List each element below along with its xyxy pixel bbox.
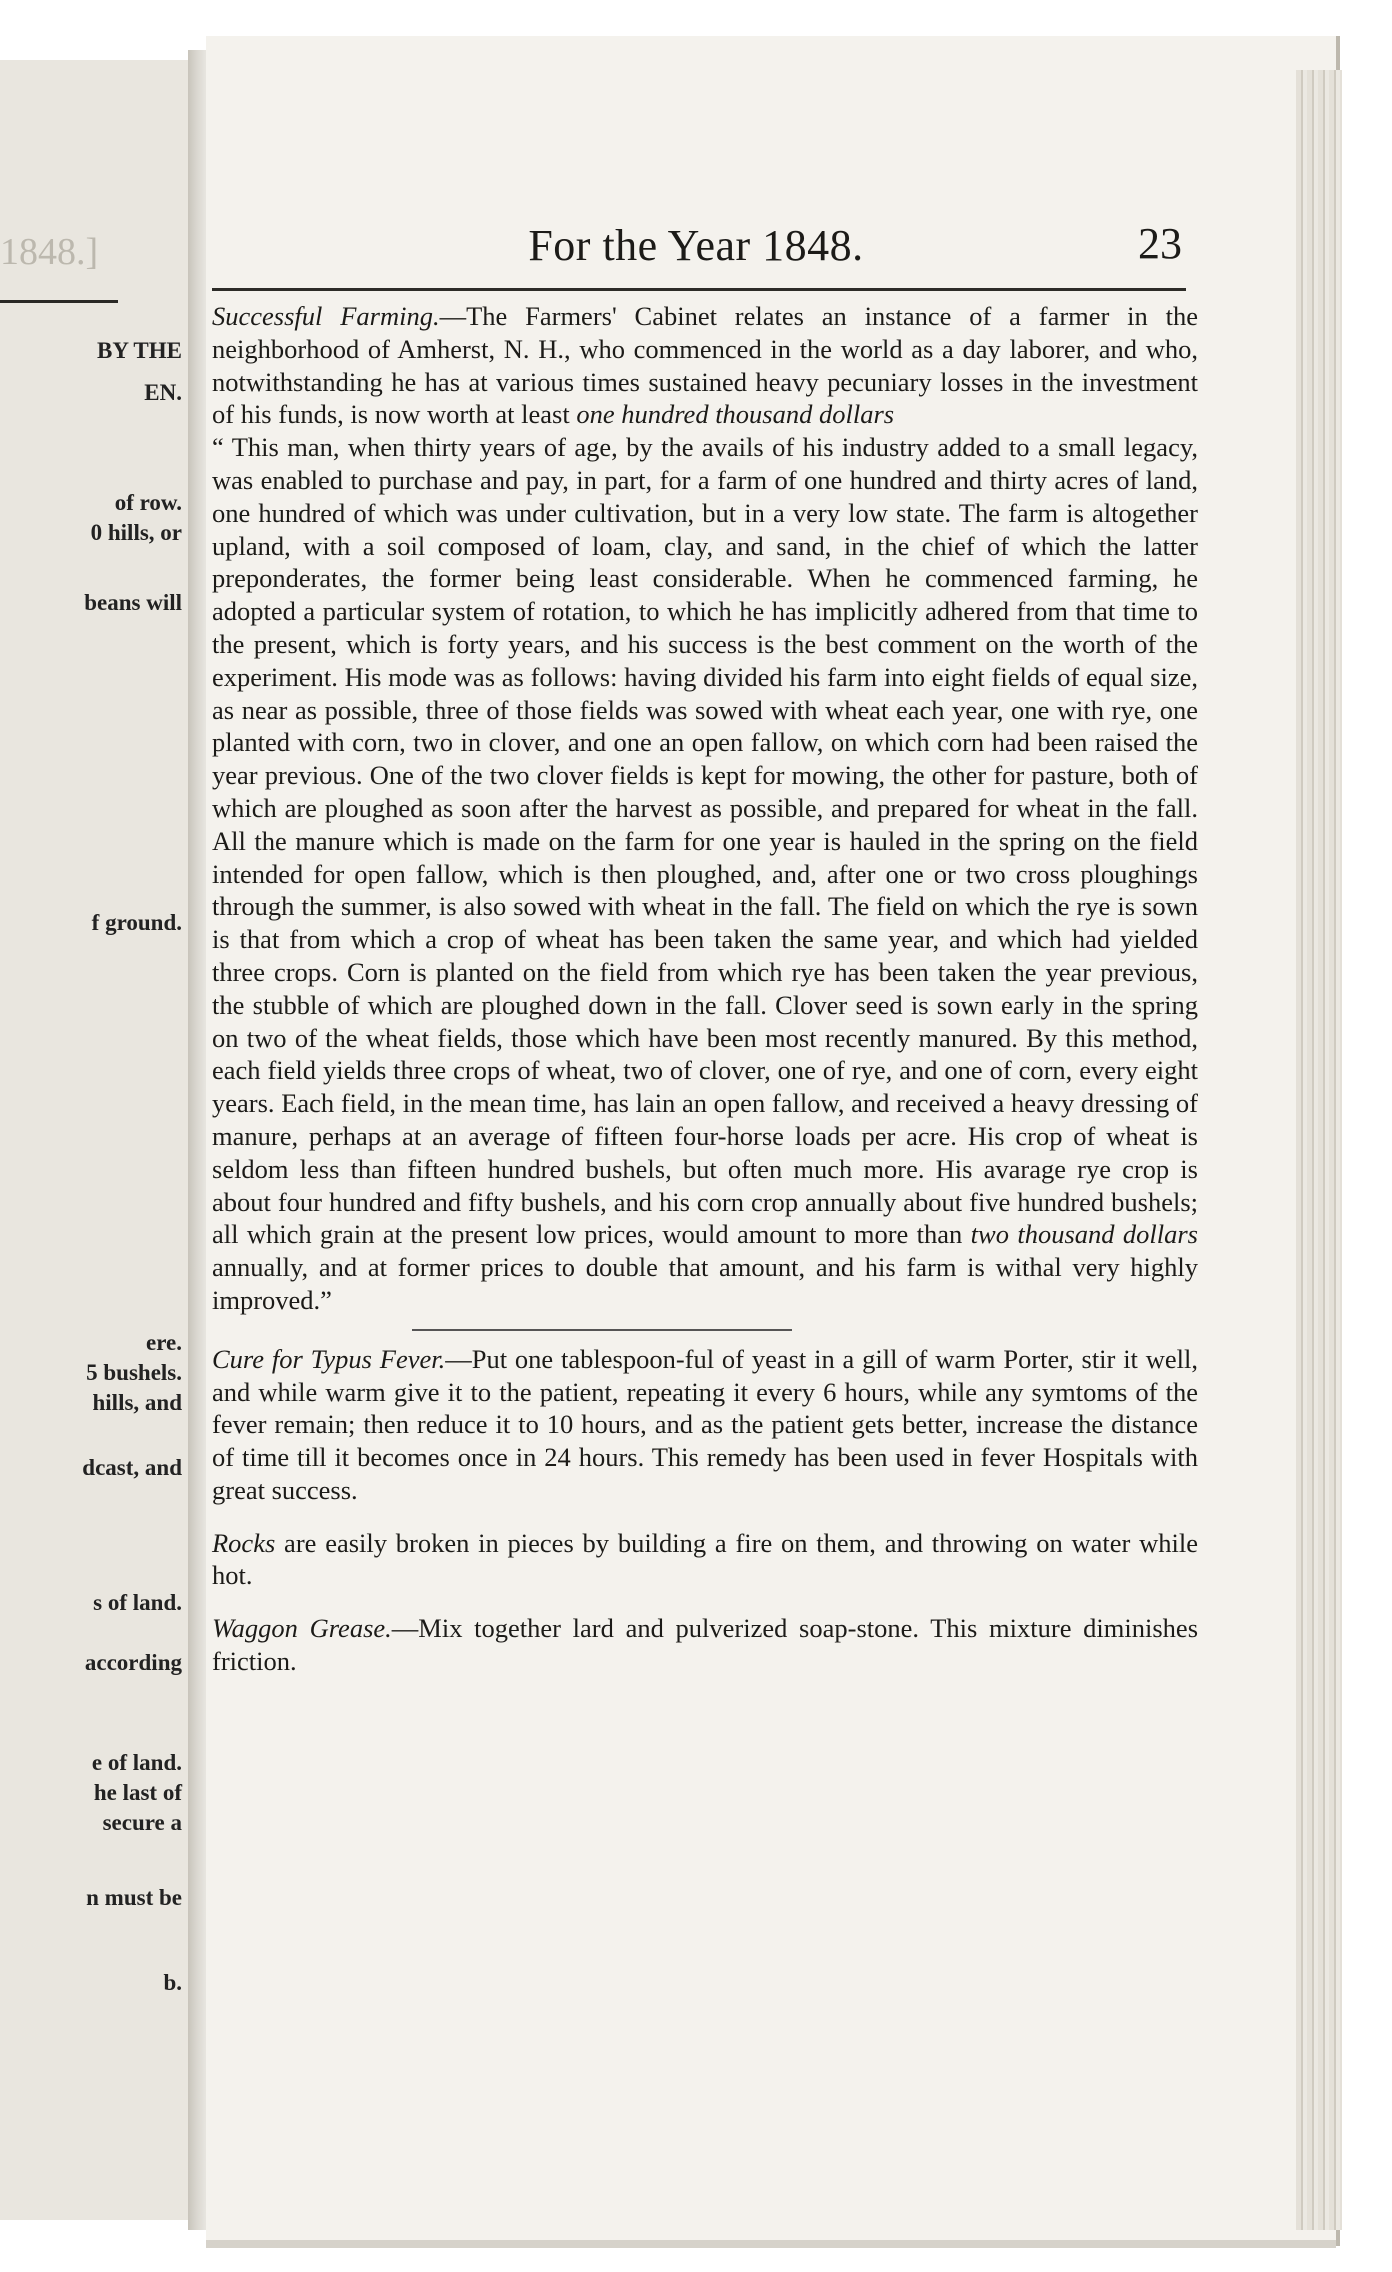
article-body: are easily broken in pieces by building a fire on them, and throwing on water while hot.	[212, 1527, 1198, 1591]
left-page-fragment: 5 bushels.	[86, 1360, 182, 1385]
left-page-fragment: f ground.	[91, 910, 182, 935]
paragraph-gap	[212, 1592, 1198, 1612]
paragraph-gap	[212, 1507, 1198, 1527]
page-number: 23	[1138, 219, 1182, 268]
left-page-fragment: of row.	[114, 490, 182, 515]
left-page-fragment: e of land.	[91, 1750, 182, 1775]
article-lead: Cure for Typus Fever.	[212, 1343, 446, 1374]
left-page-fragment: dcast, and	[82, 1455, 182, 1480]
article-lead: Rocks	[212, 1527, 276, 1558]
article-typus-fever	[212, 1343, 1198, 1507]
left-page-fragment: BY THE	[96, 338, 182, 363]
running-head-title: For the Year 1848.	[528, 221, 864, 270]
article-quote	[212, 431, 1198, 1317]
left-page-fragment: s of land.	[93, 1590, 182, 1615]
page-edge	[1296, 70, 1342, 2230]
section-divider	[412, 1329, 792, 1331]
article-rocks	[212, 1527, 1198, 1593]
running-head	[206, 220, 1186, 271]
body-column	[212, 300, 1198, 1678]
left-page-fragment: hills, and	[92, 1390, 182, 1415]
article-emphasis: one hundred thousand dollars	[576, 399, 895, 430]
left-page-header-fragment: 1848.]	[0, 231, 99, 273]
left-page-fragment: according	[84, 1650, 182, 1675]
article-waggon-grease	[212, 1612, 1198, 1678]
article-successful-farming	[212, 300, 1198, 431]
page-bottom-edge	[206, 2240, 1336, 2248]
article-body: —Mix together lard and pulverized soap-stone. This mixture diminishes friction.	[212, 1613, 1199, 1677]
left-page-fragment: EN.	[144, 380, 182, 405]
article-body: “ This man, when thirty years of age, by the avails of his industry added to a small legacy, was enabled to purchase and pay, in part, for a farm of one hundred and thirty acres of land, one hundred of which was under cultivation, but in a very low state. The farm is altogether upland, with a soil composed of loam, clay, and sand, in the chief of which the latter preponderates, the former being least considerable. When he commenced farming, he adopted a particular system of rotation, to which he has implicitly adhered from that time to the present, which is forty years, and his success is the best comment on the worth of the experiment. His mode was as follows: having divided his farm into eight fields of equal size, as near as possible, three of those fields was sowed with wheat each year, one with rye, one planted with corn, two in clover, and one an open fallow, on which corn had been raised the year previous. One of the two clover fields is kept for mowing, the other for pasture, both of which are ploughed as soon after the harvest as possible, and prepared for wheat in the fall. All the manure which is made on the farm for one year is hauled in the spring on the field intended for open fallow, which is then ploughed, and, after one or two cross ploughings through the summer, is also sowed with wheat in the fall. The field on which the rye is sown is that from which a crop of wheat has been taken the same year, and which had yielded three crops. Corn is planted on the field from which rye has been taken the year previous, the stubble of which are ploughed down in the fall. Clover seed is sown early in the spring on two of the wheat fields, those which have been most recently manured. By this method, each field yields three crops of wheat, two of clover, one of rye, and one of corn, every eight years. Each field, in the mean time, has lain an open fallow, and received a heavy dressing of manure, perhaps at an average of fifteen four-horse loads per acre. His crop of wheat is seldom less than fifteen hundred bushels, but often much more. His avarage rye crop is about four hundred and fifty bushels, and his corn crop annually about five hundred bushels; all which grain at the present low prices, would amount to more than	[212, 432, 1198, 1250]
article-lead: Successful Farming.	[212, 301, 440, 331]
header-rule	[212, 288, 1186, 291]
left-page-fragment: ere.	[146, 1330, 182, 1355]
left-page-fragment: n must be	[86, 1885, 182, 1910]
left-page-fragment: b.	[163, 1970, 182, 1995]
left-page-fragment: beans will	[84, 590, 182, 615]
left-page-fragment: he last of	[93, 1780, 182, 1805]
article-body: —Put one tablespoon-ful of yeast in a gill of warm Porter, stir it well, and while warm give it to the patient, repeating it every 6 hours, while any symtoms of the fever remain; then reduce it to 10 hours, and as the patient gets better, increase the distance of time till it becomes once in 24 hours. This remedy has been used in fever Hospitals with great success.	[212, 1343, 1198, 1505]
article-body: —The Farmers' Cabinet relates an instance of a farmer in the neighborhood of Amherst, N. H., who commenced in the world as a day laborer, and who, notwithstanding he has at various times sustained heavy pecuniary losses in the investment of his funds, is now worth at least	[212, 301, 1198, 430]
article-emphasis: two thousand dollars	[970, 1219, 1198, 1250]
left-page	[0, 60, 190, 2220]
article-lead: Waggon Grease.	[212, 1613, 392, 1644]
left-page-rule	[0, 300, 118, 303]
article-body-end: annually, and at former prices to double that amount, and his farm is withal very highly improved.”	[212, 1252, 1198, 1315]
left-page-fragment: 0 hills, or	[90, 520, 182, 545]
left-page-fragment: secure a	[102, 1810, 182, 1835]
